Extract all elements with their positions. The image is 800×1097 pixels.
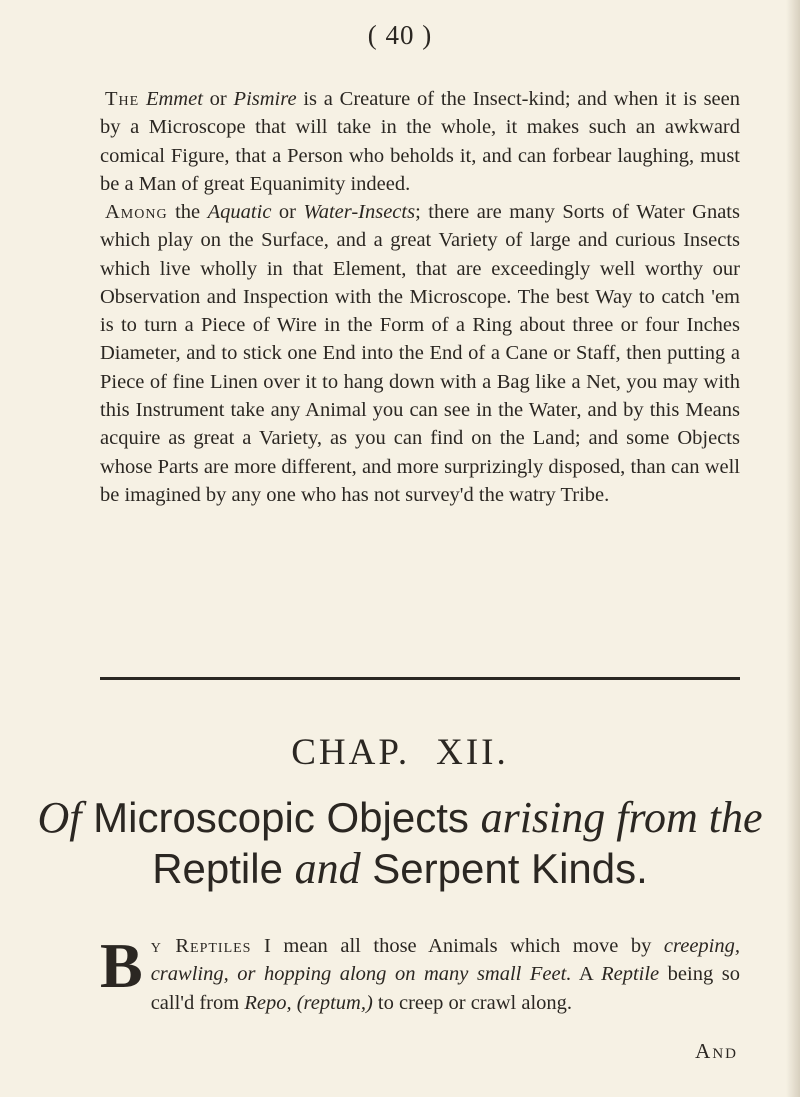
paragraph-text: ; there are many Sorts of Water Gnats which play on the Surface, and a great Variety of large and curious Insects which live wholly in that Element, that are exceedingly well worthy our Observation and Inspection with the Microscope. The best Way to catch 'em is to turn a Piece of Wire in the Form of a Ring about three or four Inches Diameter, and to stick one End into the End of a Cane or Staff, then putting a Piece of fine Linen over it to hang down with a Bag like a Net, you may with this Instrument take any Animal you can see in the Water, and by this Means acquire as great a Variety, as you can find on the Land; and some Objects whose Parts are more different, and more surprizingly disposed, than can well be imagined by any one who has not survey'd the watry Tribe. (100, 201, 740, 506)
paragraph-reptiles: By Reptiles I mean all those Animals which move by creeping, crawling, or hopping along on many small Feet. A Reptile being so call'd from Repo, (reptum,) to creep or crawl along. (100, 930, 740, 1014)
paragraph-lead: y Reptiles (150, 935, 252, 957)
catchword: And (695, 1039, 738, 1063)
page-number: ( 40 ) (367, 20, 433, 50)
italic-term: creeping, crawling, or hopping along on many small Feet. (150, 935, 740, 986)
page-edge-shadow (786, 0, 800, 1097)
italic-term: Emmet (145, 88, 203, 110)
italic-term: Reptile (601, 963, 660, 986)
italic-term: Repo, (reptum,) (244, 991, 373, 1014)
chapter-title-line-1: Of Microscopic Objects arising from the (37, 793, 763, 842)
italic-term: Pismire (233, 88, 297, 110)
paragraph-text: is a Creature of the Insect-kind; and when it is seen by a Microscope that will take in the whole, it makes such an awkward comical Figure, that a Person who beholds it, and can forbear laughing, must be a Man of great Equanimity indeed. (100, 88, 741, 195)
chapter-label: CHAP. (291, 732, 411, 773)
paragraph-emmet: The Emmet or Pismire is a Creature of the Insect-kind; and when it is seen by a Microscope that will take in the whole, it makes such an awkward comical Figure, that a Person who beholds it, and can forbear laughing, must be a Man of great Equanimity indeed. (100, 88, 741, 195)
paragraph-aquatic: Among the Aquatic or Water-Insects; there are many Sorts of Water Gnats which play on the Surface, and a great Variety of large and curious Insects which live wholly in that Element, that are exceedingly well worthy our Observation and Inspection with the Microscope. The best Way to catch 'em is to turn a Piece of Wire in the Form of a Ring about three or four Inches Diameter, and to stick one End into the End of a Cane or Staff, then putting a Piece of fine Linen over it to hang down with a Bag like a Net, you may with this Instrument take any Animal you can see in the Water, and by this Means acquire as great a Variety, as you can find on the Land; and some Objects whose Parts are more different, and more surprizingly disposed, than can well be imagined by any one who has not survey'd the watry Tribe. (100, 201, 740, 506)
section-divider (100, 677, 740, 680)
drop-cap: B (100, 930, 143, 1001)
paragraph-lead: The (105, 88, 140, 110)
chapter-heading (0, 731, 800, 774)
chapter-number: XII. (436, 732, 509, 773)
chapter-title-line-2: Reptile and Serpent Kinds. (152, 844, 648, 893)
paragraph-lead: Among (105, 201, 168, 223)
italic-term: Water-Insects (303, 201, 416, 223)
italic-term: Aquatic (207, 201, 272, 223)
